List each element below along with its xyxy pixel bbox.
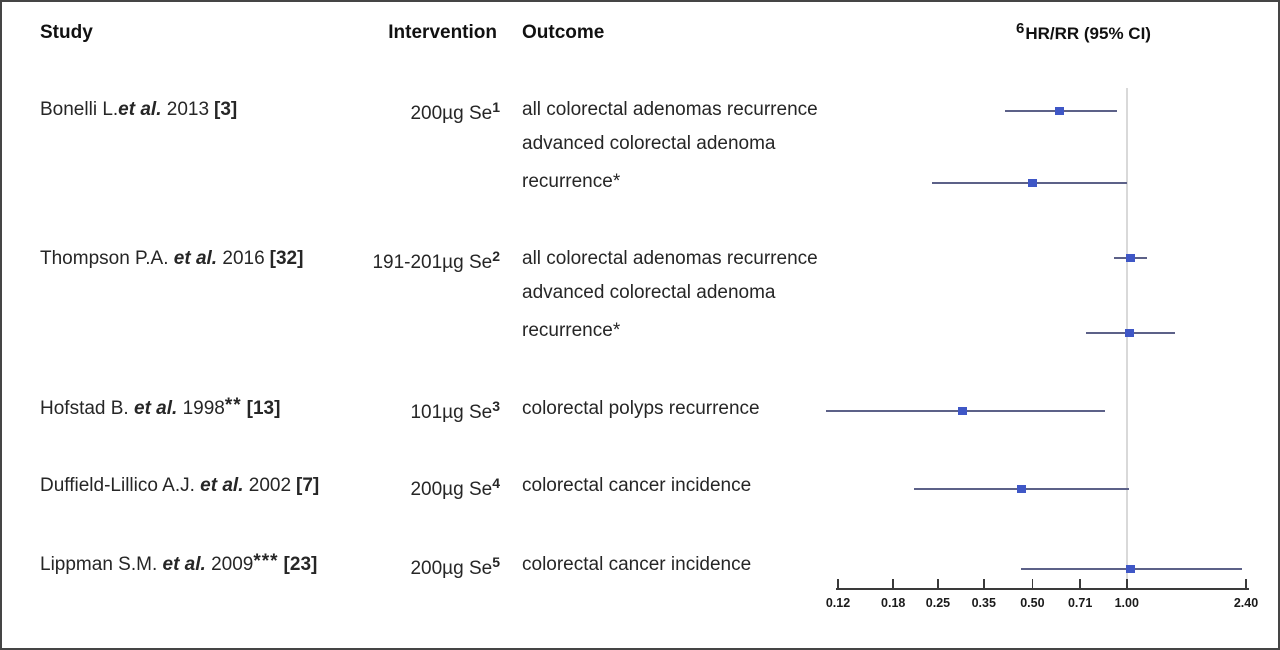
- etal-text: et al.: [173, 248, 218, 269]
- reference-number: [3]: [214, 99, 238, 120]
- etal-text: et al.: [134, 398, 178, 419]
- study-year: 1998: [177, 398, 225, 419]
- dose-text: 101µg Se: [410, 402, 493, 423]
- study-citation: [40, 248, 303, 270]
- outcome-label: advanced colorectal adenoma: [522, 282, 776, 303]
- study-name: Hofstad B.: [40, 398, 134, 419]
- column-header-effect: [1016, 20, 1151, 44]
- study-year: 2013: [161, 99, 210, 120]
- dose-footnote-superscript: 5: [492, 554, 500, 570]
- intervention-dose: [332, 99, 500, 125]
- reference-number: [13]: [246, 398, 281, 419]
- outcome-list: [522, 248, 818, 354]
- etal-text: et al.: [118, 99, 162, 120]
- study-citation: [40, 475, 319, 497]
- x-axis-tick-label: 0.35: [971, 596, 996, 610]
- study-row: [2, 99, 1278, 209]
- outcome-label: all colorectal adenomas recurrence: [522, 99, 818, 120]
- reference-number: [23]: [283, 554, 318, 575]
- dose-footnote-superscript: 3: [492, 398, 500, 414]
- dose-footnote-superscript: 4: [492, 475, 500, 491]
- study-citation: [40, 395, 281, 420]
- intervention-dose: [332, 554, 500, 580]
- significance-stars: **: [224, 395, 242, 416]
- x-axis-tick-label: 0.18: [881, 596, 906, 610]
- x-axis-tick-label: 1.00: [1114, 596, 1139, 610]
- outcome-list: [522, 475, 751, 509]
- dose-text: 191-201µg Se: [372, 252, 493, 273]
- column-header-study: Study: [40, 22, 93, 43]
- study-year: 2002: [243, 475, 292, 496]
- x-axis-tick-label: 2.40: [1233, 596, 1259, 610]
- study-name: Duffield-Lillico A.J.: [40, 475, 201, 496]
- study-name: Lippman S.M.: [40, 554, 163, 575]
- dose-footnote-superscript: 1: [492, 99, 500, 115]
- x-axis-tick-label: 0.12: [825, 596, 851, 610]
- study-row: [2, 248, 1278, 358]
- outcome-label: colorectal polyps recurrence: [522, 398, 760, 419]
- study-year: 2009: [205, 554, 254, 575]
- intervention-dose: [332, 398, 500, 424]
- dose-footnote-superscript: 2: [492, 248, 500, 264]
- dose-text: 200µg Se: [410, 479, 493, 500]
- study-name: Thompson P.A.: [40, 248, 174, 269]
- outcome-list: [522, 99, 818, 205]
- x-axis-tick-label: 0.25: [925, 596, 951, 610]
- x-axis-tick-label: 0.71: [1067, 596, 1093, 610]
- outcome-label: advanced colorectal adenoma: [522, 133, 776, 154]
- significance-stars: ***: [253, 551, 279, 572]
- dose-text: 200µg Se: [410, 103, 493, 124]
- intervention-dose: [332, 475, 500, 501]
- outcome-list: [522, 398, 760, 432]
- study-name: Bonelli L.: [40, 99, 119, 120]
- reference-number: [32]: [269, 248, 304, 269]
- outcome-label: colorectal cancer incidence: [522, 554, 752, 575]
- outcome-list: [522, 554, 751, 588]
- column-header-outcome: Outcome: [522, 22, 605, 43]
- study-citation: [40, 551, 318, 576]
- effect-footnote-superscript: 6: [1016, 20, 1025, 37]
- x-axis-tick-label: 0.50: [1020, 596, 1045, 610]
- dose-text: 200µg Se: [410, 558, 493, 579]
- column-header-intervention: Intervention: [388, 22, 497, 43]
- outcome-label: recurrence*: [522, 320, 621, 341]
- study-citation: [40, 99, 237, 121]
- etal-text: et al.: [200, 475, 244, 496]
- reference-number: [7]: [296, 475, 320, 496]
- study-row: [2, 551, 1278, 650]
- study-year: 2016: [217, 248, 265, 269]
- outcome-label: all colorectal adenomas recurrence: [522, 248, 818, 269]
- outcome-label: recurrence*: [522, 171, 621, 192]
- effect-header-label: HR/RR (95% CI): [1025, 24, 1151, 43]
- etal-text: et al.: [162, 554, 206, 575]
- outcome-label: colorectal cancer incidence: [522, 475, 752, 496]
- intervention-dose: [332, 248, 500, 274]
